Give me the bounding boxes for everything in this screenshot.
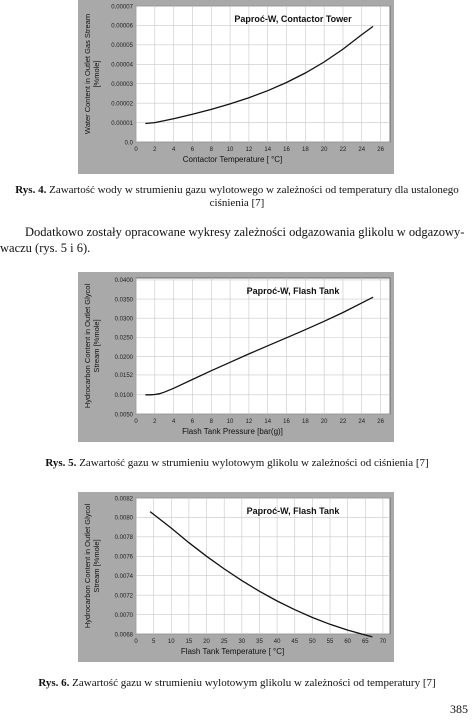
y-tick-label: 0.0200 (114, 354, 133, 361)
caption-number: Rys. 6. (38, 677, 70, 689)
caption-number: Rys. 4. (15, 184, 47, 196)
x-tick-label: 5 (151, 639, 156, 645)
y-tick-label: 0.0250 (114, 335, 133, 342)
y-tick-label: 0.00001 (111, 120, 133, 127)
caption-text: Zawartość gazu w strumieniu wylotowym glikolu w zależności od temperatury [7] (72, 677, 436, 689)
y-axis-label-line2: Stream [%mole] (92, 319, 101, 373)
x-axis-label: Contactor Temperature [ °C] (182, 155, 283, 164)
x-tick-label: 18 (301, 419, 309, 425)
x-tick-label: 2 (153, 147, 157, 153)
plot-area (136, 278, 390, 414)
y-tick-label: 0.0350 (114, 297, 133, 304)
x-tick-label: 14 (264, 419, 272, 425)
x-axis-label: Flash Tank Pressure [bar(g)] (182, 427, 283, 436)
x-tick-label: 70 (379, 639, 387, 645)
y-tick-label: 0.00003 (111, 82, 133, 89)
y-tick-label: 0.0072 (114, 593, 133, 600)
x-tick-label: 26 (377, 147, 384, 153)
x-tick-label: 10 (226, 419, 234, 425)
y-axis-label-line2: [%mole] (92, 60, 101, 88)
x-tick-label: 20 (203, 639, 210, 645)
y-tick-label: 0.00004 (111, 62, 133, 69)
x-tick-label: 22 (339, 419, 347, 425)
caption-text: Zawartość gazu w strumieniu wylotowym glikolu w zależności od ciśnienia [7] (79, 457, 429, 469)
caption-text: Zawartość wody w strumieniu gazu wylotowego w zależności od temperatury dla ustalonego (49, 184, 459, 196)
x-tick-label: 20 (320, 147, 328, 153)
x-axis-label: Flash Tank Temperature [ °C] (180, 647, 285, 656)
y-tick-label: 0.0074 (114, 574, 133, 581)
figure-6-chart (78, 492, 394, 662)
y-axis-label: Hydrocarbon Content in Outlet Glycol (83, 283, 92, 409)
y-tick-label: 0.00006 (111, 23, 133, 30)
page-number: 385 (450, 702, 468, 716)
x-tick-label: 0 (134, 419, 138, 425)
chart-hydrocarbon-pressure (78, 272, 394, 442)
x-tick-label: 10 (226, 147, 234, 153)
y-tick-label: 0.0 (124, 140, 133, 147)
y-tick-label: 0.00005 (111, 43, 133, 50)
x-tick-label: 12 (245, 147, 253, 153)
paragraph-line-1: Dodatkowo zostały opracowane wykresy zależności odgazowania glikolu w odgazowy- (25, 225, 465, 239)
x-tick-label: 6 (190, 419, 195, 425)
figure-5-chart (78, 272, 394, 442)
y-axis-label-line2: Stream [%mole] (92, 539, 101, 593)
x-tick-label: 6 (190, 147, 195, 153)
x-tick-label: 26 (377, 419, 384, 425)
x-tick-label: 0 (134, 147, 138, 153)
x-tick-label: 16 (283, 419, 290, 425)
x-tick-label: 65 (361, 639, 369, 645)
x-tick-label: 18 (301, 147, 309, 153)
caption-text-line2: ciśnienia [7] (209, 197, 265, 209)
x-tick-label: 22 (339, 147, 347, 153)
figure-5-caption (0, 457, 474, 470)
paragraph-line-2: waczu (rys. 5 i 6). (0, 241, 91, 255)
body-paragraph (0, 224, 474, 256)
y-tick-label: 0.0300 (114, 316, 133, 323)
x-tick-label: 16 (283, 147, 290, 153)
y-tick-label: 0.0050 (114, 412, 133, 419)
y-tick-label: 0.0070 (114, 612, 133, 619)
x-tick-label: 55 (326, 639, 334, 645)
x-tick-label: 0 (134, 639, 138, 645)
chart-water-content (78, 0, 394, 174)
x-tick-label: 12 (245, 419, 253, 425)
figure-4-chart (78, 0, 394, 174)
x-tick-label: 8 (209, 419, 213, 425)
x-tick-label: 60 (344, 639, 352, 645)
x-tick-label: 14 (264, 147, 272, 153)
x-tick-label: 30 (238, 639, 246, 645)
x-tick-label: 45 (291, 639, 299, 645)
y-axis-label: Hydrocarbon Content in Outlet Glycol (83, 503, 92, 629)
y-tick-label: 0.0100 (114, 393, 133, 400)
y-tick-label: 0.0078 (114, 535, 133, 542)
plot-area (136, 6, 390, 142)
y-tick-label: 0.0080 (114, 515, 133, 522)
chart-title: Paproć-W, Contactor Tower (234, 14, 352, 24)
x-tick-label: 4 (171, 419, 176, 425)
figure-6-caption (0, 677, 474, 690)
plot-area (136, 498, 390, 634)
chart-title: Paproć-W, Flash Tank (246, 506, 340, 516)
y-tick-label: 0.0400 (114, 278, 133, 285)
x-tick-label: 4 (171, 147, 176, 153)
x-tick-label: 15 (185, 639, 193, 645)
x-tick-label: 40 (273, 639, 281, 645)
caption-number: Rys. 5. (45, 457, 77, 469)
x-tick-label: 50 (309, 639, 316, 645)
x-tick-label: 2 (153, 419, 157, 425)
figure-4-caption (0, 184, 474, 210)
x-tick-label: 10 (167, 639, 175, 645)
y-tick-label: 0.00002 (111, 101, 133, 108)
y-tick-label: 0.00007 (111, 4, 133, 11)
y-tick-label: 0.0076 (114, 554, 133, 561)
chart-title: Paproć-W, Flash Tank (246, 286, 340, 296)
y-axis-label: Water Content in Outlet Gas Stream (83, 13, 92, 135)
x-tick-label: 24 (358, 147, 366, 153)
y-tick-label: 0.0082 (114, 496, 133, 503)
y-tick-label: 0.0068 (114, 632, 133, 639)
x-tick-label: 20 (320, 419, 328, 425)
x-tick-label: 8 (209, 147, 213, 153)
x-tick-label: 35 (256, 639, 263, 645)
x-tick-label: 24 (358, 419, 366, 425)
chart-hydrocarbon-temperature (78, 492, 394, 662)
x-tick-label: 25 (220, 639, 228, 645)
y-tick-label: 0.0152 (114, 373, 133, 380)
